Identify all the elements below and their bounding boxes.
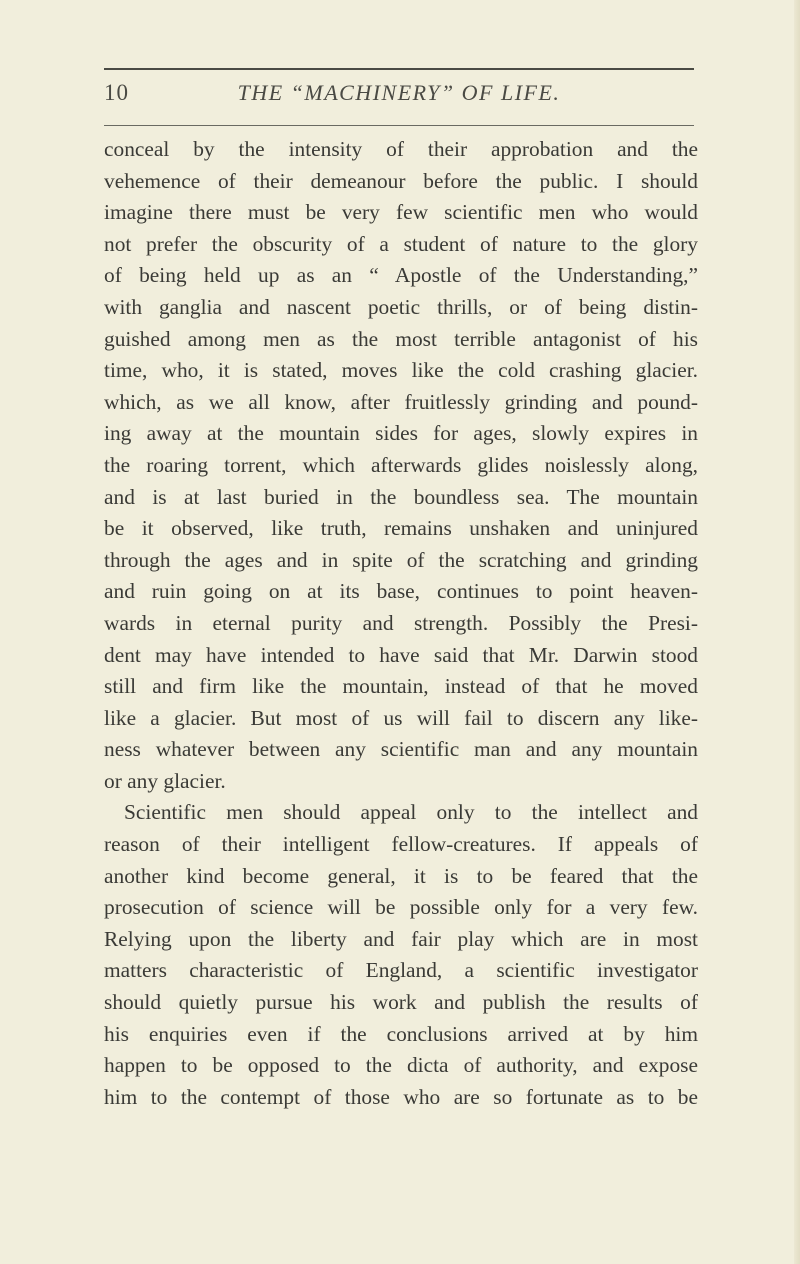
text-line: through the ages and in spite of the scratching and grinding bbox=[104, 547, 698, 572]
paragraph-first-line: Scientific men should appeal only to the intellect and bbox=[124, 800, 698, 825]
text-line: ness whatever between any scientific man and any mountain bbox=[104, 737, 698, 762]
text-line: of being held up as an “ Apostle of the Understanding,” bbox=[104, 263, 698, 288]
text-line: should quietly pursue his work and publish the results of bbox=[104, 990, 698, 1015]
text-line: the roaring torrent, which afterwards glides noislessly along, bbox=[104, 452, 698, 477]
text-line: be it observed, like truth, remains unshaken and uninjured bbox=[104, 516, 698, 541]
text-line: like a glacier. But most of us will fail to discern any like- bbox=[104, 705, 698, 730]
text-line: time, who, it is stated, moves like the cold crashing glacier. bbox=[104, 358, 698, 383]
text-line: his enquiries even if the conclusions arrived at by him bbox=[104, 1021, 698, 1046]
text-line: and is at last buried in the boundless sea. The mountain bbox=[104, 484, 698, 509]
text-line: which, as we all know, after fruitlessly grinding and pound- bbox=[104, 389, 698, 414]
text-line: dent may have intended to have said that Mr. Darwin stood bbox=[104, 642, 698, 667]
header-rule bbox=[104, 125, 694, 126]
text-line: wards in eternal purity and strength. Possibly the Presi- bbox=[104, 610, 698, 635]
running-head bbox=[104, 80, 694, 110]
paragraph-last-line: or any glacier. bbox=[104, 768, 226, 793]
text-line: guished among men as the most terrible antagonist of his bbox=[104, 326, 698, 351]
text-line: still and firm like the mountain, instead of that he moved bbox=[104, 674, 698, 699]
text-line: Relying upon the liberty and fair play which are in most bbox=[104, 926, 698, 951]
text-line: conceal by the intensity of their approbation and the bbox=[104, 137, 698, 161]
body-text bbox=[104, 134, 698, 1113]
page-edge-shadow bbox=[794, 0, 800, 1264]
text-line: reason of their intelligent fellow-creatures. If appeals of bbox=[104, 832, 698, 857]
text-line: another kind become general, it is to be feared that the bbox=[104, 863, 698, 888]
running-title: THE “MACHINERY” OF LIFE. bbox=[237, 80, 561, 105]
text-line: imagine there must be very few scientific men who would bbox=[104, 200, 698, 225]
text-line: with ganglia and nascent poetic thrills, or of being distin- bbox=[104, 294, 698, 319]
text-line: matters characteristic of England, a scientific investigator bbox=[104, 958, 698, 983]
text-line: vehemence of their demeanour before the public. I should bbox=[104, 168, 698, 193]
text-line: prosecution of science will be possible only for a very few. bbox=[104, 895, 698, 920]
text-line: not prefer the obscurity of a student of nature to the glory bbox=[104, 231, 698, 256]
text-line: and ruin going on at its base, continues to point heaven- bbox=[104, 579, 698, 604]
text-line: him to the contempt of those who are so fortunate as to be bbox=[104, 1084, 698, 1109]
text-line: ing away at the mountain sides for ages, slowly expires in bbox=[104, 421, 698, 446]
text-line: happen to be opposed to the dicta of authority, and expose bbox=[104, 1053, 698, 1078]
top-rule bbox=[104, 68, 694, 70]
page-number: 10 bbox=[104, 80, 129, 105]
